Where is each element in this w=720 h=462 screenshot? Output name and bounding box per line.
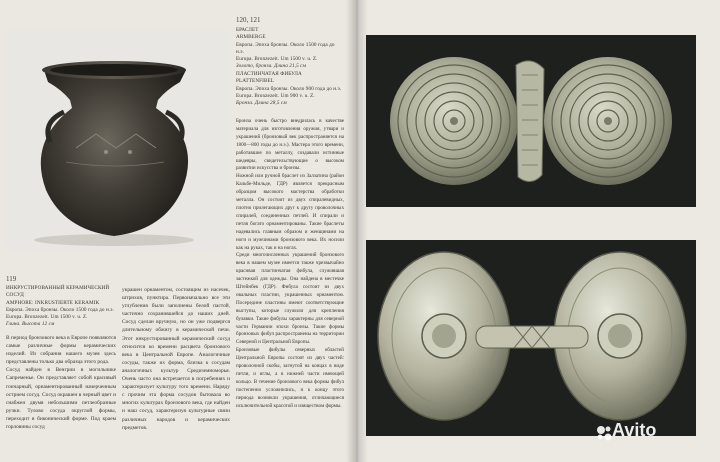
right-text-column (236, 118, 344, 411)
plate-fibula-image (366, 240, 696, 436)
bracelet-meta-ru: Европа. Эпоха бронзы. Около 1500 года до н.э. (236, 41, 335, 55)
ceramic-vessel-image (6, 30, 228, 252)
left-col2-paragraph-1: украшен орнаментом, состоящим из насечек, штрихов, пунктира. Первоначально все эти углубления были заполнены белой пастой, частично сохранившейся до наших дней. Сосуд сделан вручную, но он уже подвергся длительному обжигу в керамической печи. Этот инкрустированный керамический сосуд относится ко времени расцвета бронзового века в Центральной Европе. Аналогичные сосуды, также их форма, близка к сосудам аналогичных культур Средиземноморья. Очень часто она встречается в погребениях и характеризует культуру того времени. Наряду с прочим эта форма сосудов бытовала во многих культурах бронзового века, где найден и наш сосуд, характеризуя культурные связи различных народов и керамических предметов. (122, 287, 230, 431)
amphora-meta-de: Europa. Bronzezeit. Um 1500 v. u. Z. (6, 314, 88, 321)
fibula-meta-ru: Европа. Эпоха бронзы. Около 900 года до н.э. (236, 85, 342, 92)
fibula-title-ru: ПЛАСТИНЧАТАЯ ФИБУЛА (236, 71, 302, 77)
bracelet-size: Золото, бронза. Длина 21,5 см (236, 63, 306, 70)
left-col1-paragraph-2: Сосуд найден в Венгрии в могильнике Сапременье. Он представляет собой красивый гончарный, орнаментированный начерченным острием сосуд. Сосуд окрашен в черный цвет и снабжен двумя небольшими петлеобразные ручки. Тулово сосуда округлой формы, переходит в биконический форме. Под краем горловины сосуд (6, 367, 116, 431)
fibula-title-de: PLATTENFIBEL (236, 78, 275, 85)
bracelet-meta-de: Europa. Bronzezeit. Um 1500 v. u. Z. (236, 56, 318, 63)
amphora-title-ru: ИНКРУСТИРОВАННЫЙ КЕРАМИЧЕСКИЙ СОСУД (6, 285, 110, 299)
page-number-right: 120, 121 (236, 16, 261, 24)
ceramic-vessel-photo (6, 30, 228, 252)
bracelet-caption (236, 27, 342, 71)
avito-watermark: Avito (612, 420, 657, 440)
spiral-bracelet-image (366, 35, 696, 207)
plate-fibula-photo (366, 240, 696, 436)
avito-logo-icon (596, 425, 612, 441)
page-number-left: 119 (6, 275, 17, 283)
bracelet-title-ru: БРАСЛЕТ (236, 27, 259, 33)
amphora-size: Глина. Высота 12 см (6, 321, 55, 328)
spiral-bracelet-photo (366, 35, 696, 207)
fibula-size: Бронза. Длина 28,5 см (236, 100, 287, 107)
left-col1-paragraph-1: В период бронзового века в Европе появляются самые различные формы керамических изделий. Из собрания нашего музея здесь представлены только два образца этого рода. (6, 335, 116, 366)
right-col-paragraph-3: Среди многочисленных украшений бронзового века в нашем музее имеется также чрезвычайно красивая пластинчатая фибула, служившая застежкой для одежды. Она найдена в местечке Штейнбек (ГДР). Фибула состоит из двух овальных пластин, украшенных орнаментом. Посередине пластины имеют соответствующие выступы, которые служили для крепления булавки. Такие фибулы характерны для северной части Германии эпохи бронзы. Такие формы бронзовых фибул распространены на территории Северной и Центральной Европы. (236, 252, 344, 346)
right-col-paragraph-1: Бронза очень быстро внедрилась в качестве материала для изготовления оружия, утвари и украшений (бронзовый век распространяется на 1800—800 годы до н.э.). Мастера этого времени, работавшие по металлу, создавали истинные шедевры, свидетельствующие о высоком развитии искусства и бронзы. (236, 118, 344, 172)
fibula-caption (236, 71, 342, 107)
amphora-caption (6, 285, 118, 329)
left-text-column-2 (122, 286, 230, 432)
right-col-paragraph-2: Ножной или ручной браслет из Залзатина (район Кальбе-Мильде, ГДР) является прекрасным образцом высокого мастерства обработки металла. Он состоит из двух спиралевидных, плотно прилегающих друг к другу проволочных спиралей, соединенных петлей. И спирали и петля богато орнаментированы. Такие браслеты надевались главным образом и женщинами на ноги и мужчинами бронзового века. Их носили как на руках, так и на ногах. (236, 173, 344, 251)
right-col-paragraph-4: Бронзовые фибулы северных областей Центральной Европы состоят из двух частей: проволочной скобы, загнутой на концах в виде петли, и иглы, а в нижней части имеющей кольцо. В течение бронзового века формы фибул постепенно усложнились, и к концу этого периода возникли украшения, отличающиеся исключительной красотой и изяществом формы. (236, 347, 344, 409)
book-gutter (346, 0, 368, 462)
left-text-column-1 (6, 334, 116, 431)
amphora-title-de: AMPHORE: INKRUSTIERTE KERAMIK (6, 299, 100, 306)
amphora-meta-ru: Европа. Эпоха бронзы. Около 1500 года до н.э. (6, 306, 114, 313)
bracelet-title-de: ARMBERGE (236, 34, 266, 41)
fibula-meta-de: Europa. Bronzezeit. Um 900 v. u. Z. (236, 92, 315, 99)
